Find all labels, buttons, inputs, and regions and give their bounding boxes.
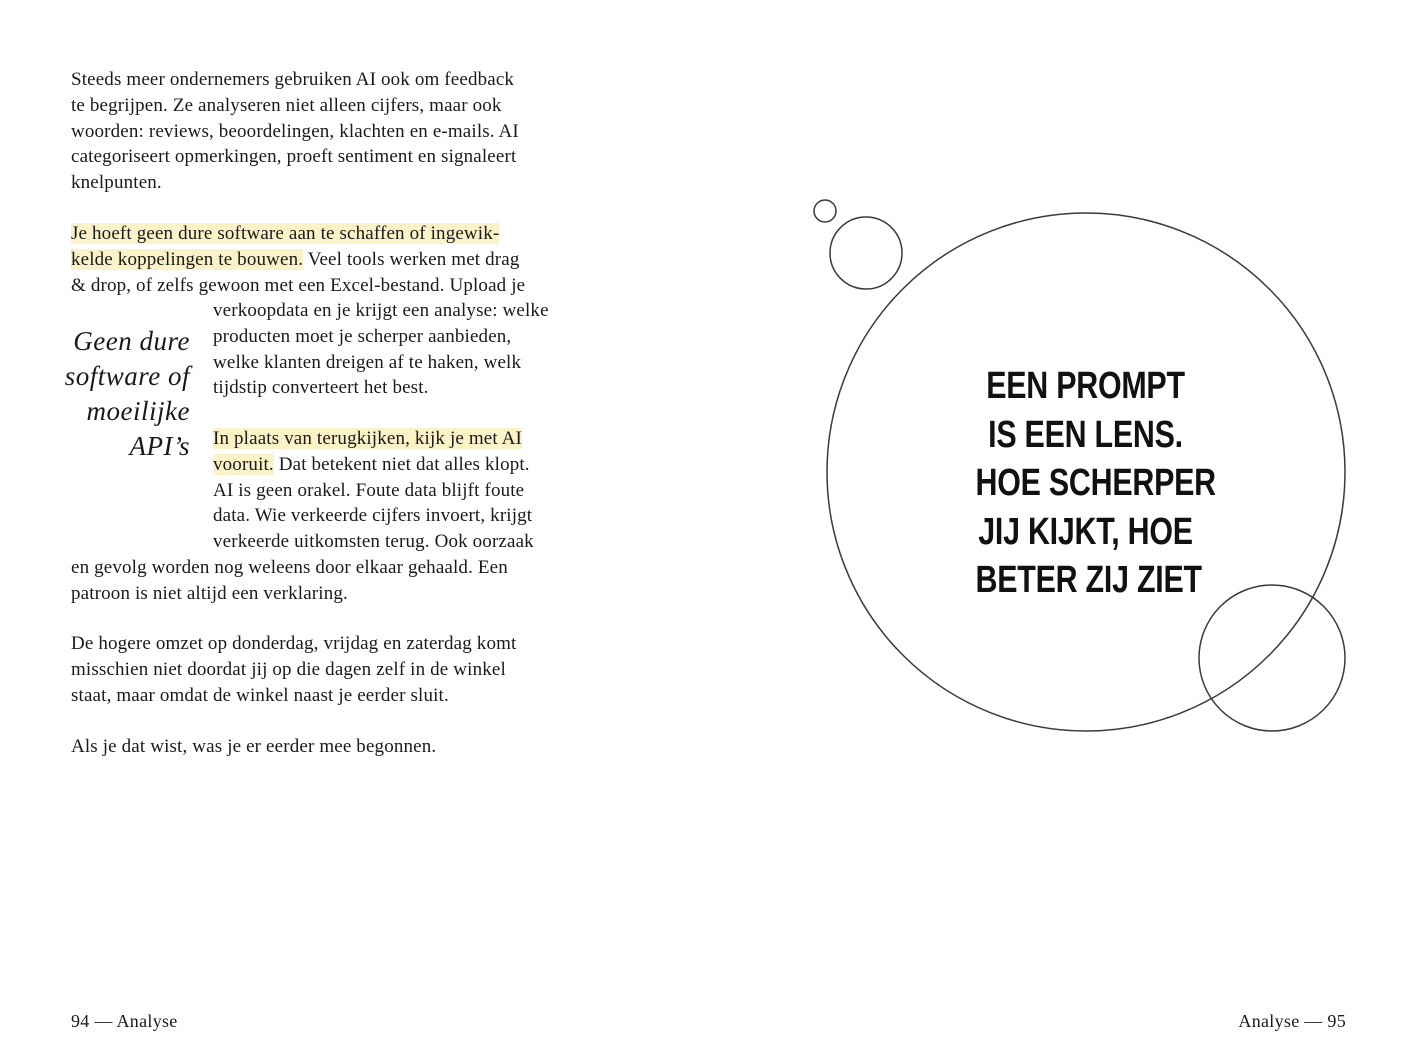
highlighted-text: vooruit.: [213, 453, 274, 475]
quote-line: JIJ KIJKT, HOE: [978, 510, 1193, 553]
left-page: [0, 0, 708, 1063]
text-line: AI is geen orakel. Foute data blijft foute: [213, 479, 525, 501]
text-line: patroon is niet altijd een verklaring.: [71, 582, 348, 604]
text-line: Als je dat wist, was je er eerder mee begonnen.: [71, 736, 437, 757]
text-line: & drop, of zelfs gewoon met een Excel-bestand. Upload je: [71, 274, 526, 296]
text-line: data. Wie verkeerde cijfers invoert, krijgt: [213, 505, 533, 527]
text-line: verkeerde uitkomsten terug. Ook oorzaak: [213, 531, 534, 553]
highlighted-text: In plaats van terugkijken, kijk je met AI: [213, 428, 523, 449]
paragraph-closing: [71, 734, 436, 760]
paragraph-software-indented: [213, 298, 549, 401]
medium-bubble-icon: [830, 217, 902, 289]
text-line: producten moet je scherper aanbieden,: [213, 325, 512, 347]
quote-line: IS EEN LENS.: [988, 413, 1183, 456]
text-segment: Dat betekent niet dat alles klopt.: [273, 453, 530, 475]
text-line: De hogere omzet op donderdag, vrijdag en zaterdag komt: [71, 633, 517, 654]
highlighted-text: Je hoeft geen dure software aan te schaffen of ingewik-: [71, 223, 500, 244]
text-line: tijdstip converteert het best.: [213, 377, 429, 399]
highlighted-text: kelde koppelingen te bouwen.: [71, 248, 304, 270]
pull-quote: [40, 324, 190, 464]
text-line: woorden: reviews, beoordelingen, klachten en e-mails. AI: [71, 120, 519, 142]
overlap-bubble-icon: [1199, 585, 1345, 731]
lens-quote: [975, 362, 1216, 605]
text-line: Steeds meer ondernemers gebruiken AI ook om feedback: [71, 69, 515, 90]
text-line: welke klanten dreigen af te haken, welk: [213, 351, 522, 373]
paragraph-software: [71, 221, 525, 298]
quote-line: EEN PROMPT: [986, 365, 1185, 407]
text-line: misschien niet doordat jij op die dagen zelf in de winkel: [71, 658, 506, 680]
text-line: categoriseert opmerkingen, proeft sentiment en signaleert: [71, 146, 517, 168]
pull-quote-line: software of: [64, 361, 190, 391]
text-line: knelpunten.: [71, 172, 162, 194]
quote-line: BETER ZIJ ZIET: [975, 559, 1202, 601]
paragraph-vooruit-continued: [71, 555, 508, 607]
pull-quote-line: moeilijke: [86, 396, 190, 426]
text-line: verkoopdata en je krijgt een analyse: welke: [213, 300, 549, 321]
right-page: [708, 0, 1417, 1063]
pull-quote-line: API’s: [129, 431, 190, 461]
quote-line: HOE SCHERPER: [975, 462, 1216, 504]
text-line: te begrijpen. Ze analyseren niet alleen cijfers, maar ook: [71, 94, 502, 116]
page-number-left: 94 — Analyse: [71, 1011, 178, 1031]
text-line: staat, maar omdat de winkel naast je eerder sluit.: [71, 684, 449, 706]
page-number-right: Analyse — 95: [1238, 1011, 1346, 1031]
paragraph-omzet: [71, 631, 516, 708]
pull-quote-line: Geen dure: [73, 326, 190, 356]
text-segment: Veel tools werken met drag: [303, 248, 520, 270]
small-bubble-icon: [814, 200, 836, 222]
text-line: en gevolg worden nog weleens door elkaar gehaald. Een: [71, 557, 508, 578]
paragraph-vooruit: [213, 426, 534, 555]
paragraph-feedback: [71, 67, 519, 196]
